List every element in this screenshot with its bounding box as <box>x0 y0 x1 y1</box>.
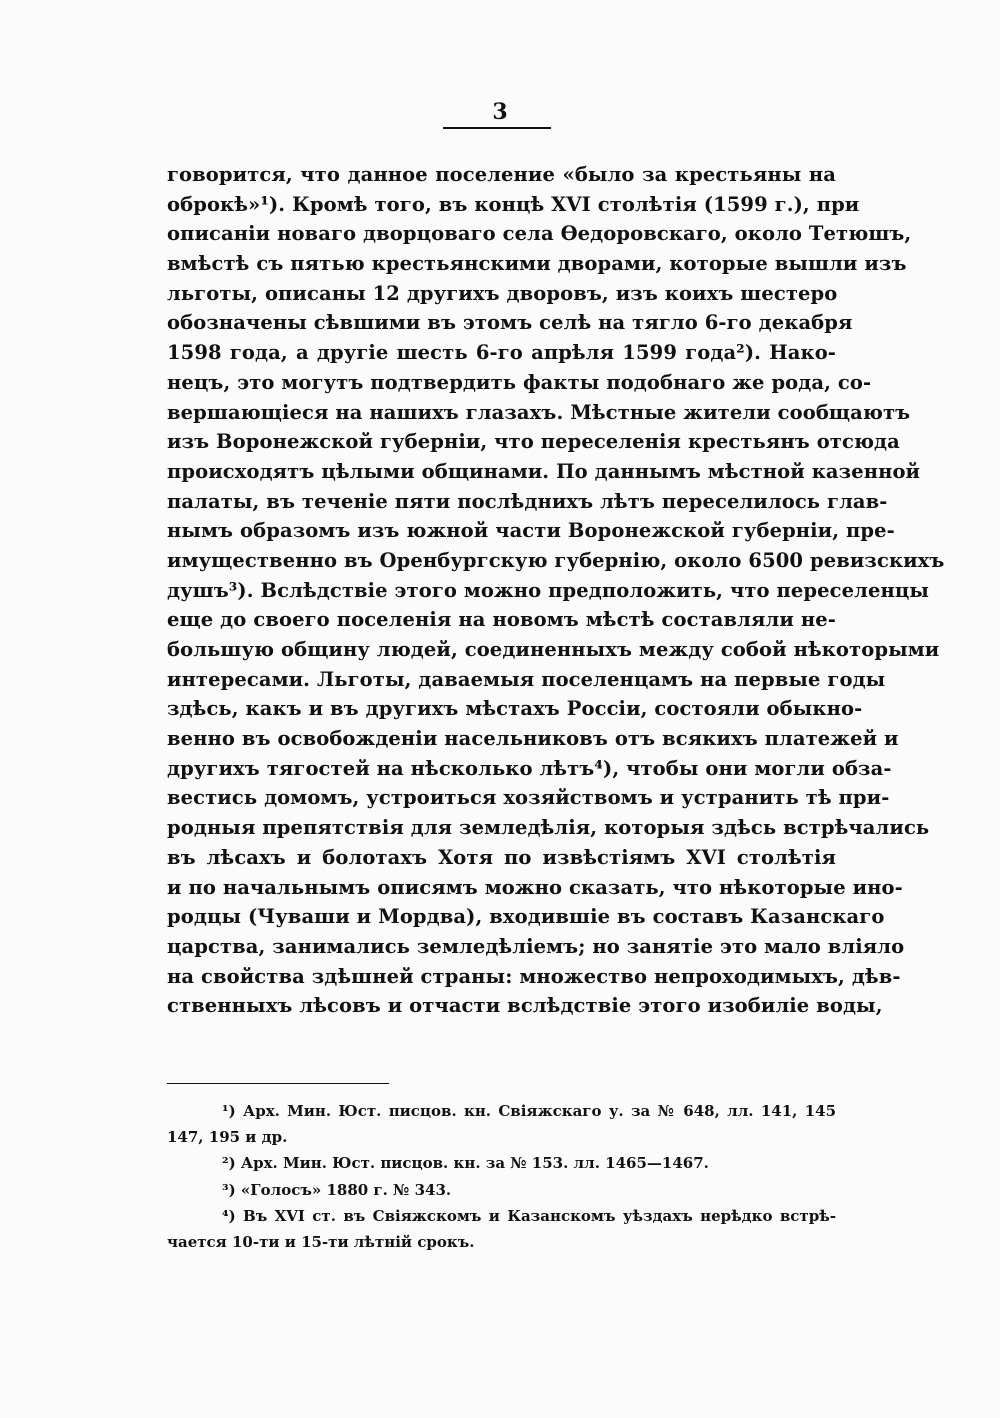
body-line: палаты, въ теченіе пяти послѣднихъ лѣтъ переселилось глав- <box>167 489 888 513</box>
body-line: вестись домомъ, устроиться хозяйствомъ и устранить тѣ при- <box>167 786 890 810</box>
body-line: происходятъ цѣлыми общинами. По даннымъ мѣстной казенной <box>167 459 921 483</box>
footnote-4-continuation: чается 10-ти и 15-ти лѣтній срокъ. <box>167 1232 475 1251</box>
body-line: 1598 года, а другіе шесть 6-го апрѣля 1599 года²). Нако- <box>167 341 836 365</box>
body-line: вмѣстѣ съ пятью крестьянскими дворами, которые вышли изъ <box>167 252 907 276</box>
footnote-2: ²) Арх. Мин. Юст. писцов. кн. за № 153. лл. 1465—1467. <box>222 1154 709 1173</box>
body-line: интересами. Льготы, даваемыя поселенцамъ на первые годы <box>167 667 886 691</box>
page-number: 3 <box>492 99 508 125</box>
footnote-1: ¹) Арх. Мин. Юст. писцов. кн. Свіяжскаго у. за № 648, лл. 141, 145 <box>222 1102 836 1120</box>
body-line: здѣсь, какъ и въ другихъ мѣстахъ Россіи, состояли обыкно- <box>167 697 863 721</box>
body-line: родныя препятствія для земледѣлія, которыя здѣсь встрѣчались <box>167 816 930 840</box>
body-line: имущественно въ Оренбургскую губернію, около 6500 ревизскихъ <box>167 548 945 572</box>
body-text <box>167 160 945 1021</box>
body-line: и по начальнымъ описямъ можно сказать, что нѣкоторые ино- <box>167 875 903 899</box>
footnotes <box>167 1098 836 1255</box>
body-line: въ лѣсахъ и болотахъ Хотя по извѣстіямъ XVI столѣтія <box>167 845 836 869</box>
body-line: большую общину людей, соединенныхъ между собой нѣкоторыми <box>167 638 940 661</box>
body-line: нымъ образомъ изъ южной части Воронежской губерніи, пре- <box>167 519 895 543</box>
body-line: венно въ освобожденіи насельниковъ отъ всякихъ платежей и <box>167 727 899 751</box>
body-line: льготы, описаны 12 другихъ дворовъ, изъ коихъ шестеро <box>167 281 838 305</box>
footnote-3: ³) «Голосъ» 1880 г. № 343. <box>222 1180 452 1199</box>
body-line: вершающіеся на нашихъ глазахъ. Мѣстные жители сообщаютъ <box>167 400 911 424</box>
body-line: царства, занимались земледѣліемъ; но занятіе это мало вліяло <box>167 934 905 958</box>
body-line: изъ Воронежской губерніи, что переселенія крестьянъ отсюда <box>167 430 900 454</box>
body-line: оброкѣ»¹). Кромѣ того, въ концѣ XVI столѣтія (1599 г.), при <box>167 192 860 216</box>
body-line: обозначены сѣвшими въ этомъ селѣ на тягло 6-го декабря <box>167 311 853 335</box>
footnote-separator <box>167 1083 389 1084</box>
body-line: родцы (Чуваши и Мордва), входившіе въ составъ Казанскаго <box>167 905 885 929</box>
footnote-4: ⁴) Въ XVI ст. въ Свіяжскомъ и Казанскомъ уѣздахъ нерѣдко встрѣ- <box>222 1206 836 1225</box>
body-line: на свойства здѣшней страны: множество непроходимыхъ, дѣв- <box>167 964 901 988</box>
body-line: душъ³). Вслѣдствіе этого можно предположить, что переселенцы <box>167 578 929 602</box>
body-line: ственныхъ лѣсовъ и отчасти вслѣдствіе этого изобиліе воды, <box>167 994 883 1018</box>
body-line: нецъ, это могутъ подтвердить факты подобнаго же рода, со- <box>167 370 872 394</box>
footnote-1-continuation: 147, 195 и др. <box>167 1128 288 1147</box>
body-line: описаніи новаго дворцоваго села Ѳедоровскаго, около Тетюшъ, <box>167 222 912 246</box>
page-number-underline <box>443 127 551 129</box>
body-line: другихъ тягостей на нѣсколько лѣтъ⁴), чтобы они могли обза- <box>167 756 892 780</box>
body-line: говорится, что данное поселение «было за крестьяны на <box>167 163 836 186</box>
body-line: еще до своего поселенія на новомъ мѣстѣ составляли не- <box>167 608 836 632</box>
